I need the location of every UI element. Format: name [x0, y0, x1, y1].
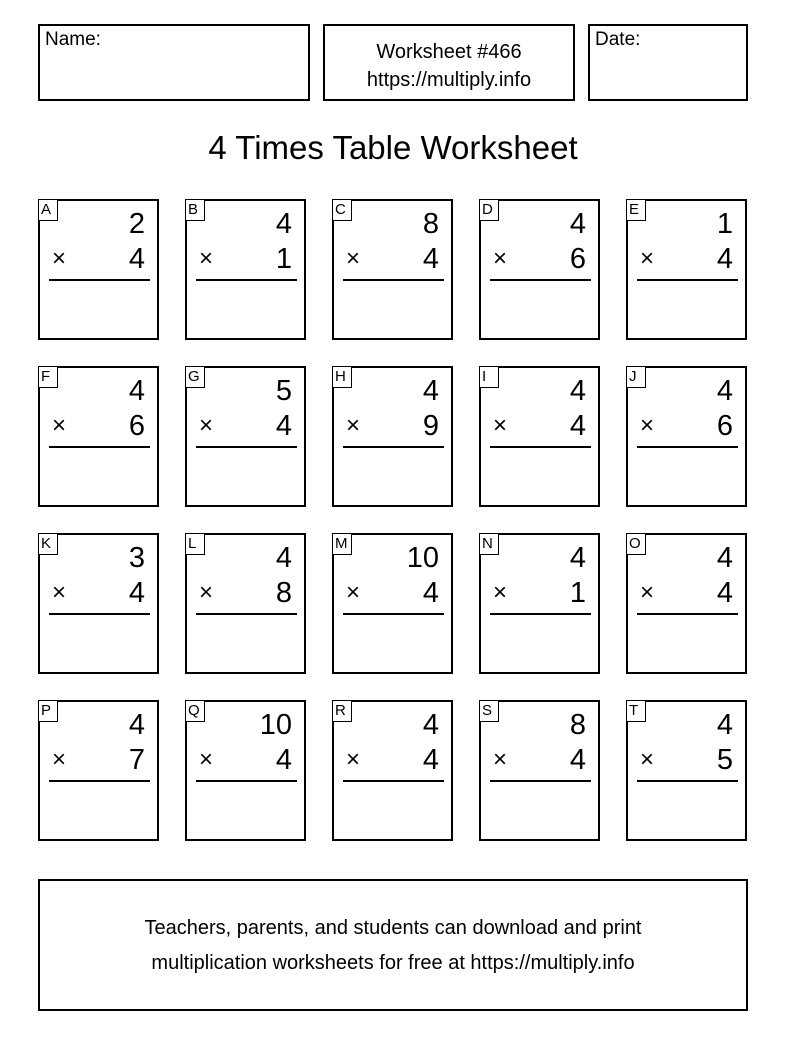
problem-letter: O [626, 533, 646, 555]
problem-letter: D [479, 199, 499, 221]
problem-card-k [38, 533, 159, 674]
problem-card-i [479, 366, 600, 507]
problem-letter: M [332, 533, 352, 555]
multiplicand: 4 [422, 709, 439, 741]
multiplier: 8 [275, 577, 292, 609]
multiplier: 4 [716, 243, 733, 275]
answer-line [490, 613, 591, 615]
answer-line [196, 446, 297, 448]
answer-line [196, 780, 297, 782]
problem-card-n [479, 533, 600, 674]
name-label: Name: [45, 29, 101, 50]
problem-letter: Q [185, 700, 205, 722]
multiplier: 4 [128, 243, 145, 275]
multiplier: 4 [569, 410, 586, 442]
multiplicand: 4 [422, 375, 439, 407]
footer-line-1: Teachers, parents, and students can download and print [144, 917, 642, 939]
problem-letter: F [38, 366, 58, 388]
multiplicand: 2 [128, 208, 145, 240]
multiply-sign-icon: × [640, 746, 655, 773]
multiplicand: 4 [569, 542, 586, 574]
multiply-sign-icon: × [52, 579, 67, 606]
multiplier: 5 [716, 744, 733, 776]
answer-line [490, 780, 591, 782]
problem-card-s [479, 700, 600, 841]
problem-letter: N [479, 533, 499, 555]
multiply-sign-icon: × [493, 579, 508, 606]
multiplier: 6 [716, 410, 733, 442]
multiplicand: 4 [275, 208, 292, 240]
answer-line [343, 446, 444, 448]
answer-line [343, 613, 444, 615]
problem-card-b [185, 199, 306, 340]
problem-letter: S [479, 700, 499, 722]
multiply-sign-icon: × [640, 245, 655, 272]
multiply-sign-icon: × [52, 245, 67, 272]
problem-letter: E [626, 199, 646, 221]
problem-card-c [332, 199, 453, 340]
multiply-sign-icon: × [493, 746, 508, 773]
multiplier: 7 [128, 744, 145, 776]
multiplicand: 4 [128, 709, 145, 741]
problem-card-d [479, 199, 600, 340]
problem-card-f [38, 366, 159, 507]
multiply-sign-icon: × [493, 245, 508, 272]
multiplicand: 4 [716, 542, 733, 574]
multiply-sign-icon: × [493, 412, 508, 439]
multiplier: 6 [569, 243, 586, 275]
multiplicand: 10 [406, 542, 439, 574]
multiplier: 4 [422, 243, 439, 275]
multiply-sign-icon: × [199, 746, 214, 773]
multiplier: 9 [422, 410, 439, 442]
worksheet-number: Worksheet #466 [376, 41, 522, 63]
multiplier: 4 [422, 744, 439, 776]
answer-line [49, 279, 150, 281]
multiplier: 4 [128, 577, 145, 609]
multiplier: 6 [128, 410, 145, 442]
problem-letter: A [38, 199, 58, 221]
problem-card-q [185, 700, 306, 841]
multiplier: 4 [422, 577, 439, 609]
multiply-sign-icon: × [346, 245, 361, 272]
answer-line [637, 446, 738, 448]
problem-card-l [185, 533, 306, 674]
multiply-sign-icon: × [346, 412, 361, 439]
multiply-sign-icon: × [52, 412, 67, 439]
multiply-sign-icon: × [199, 245, 214, 272]
answer-line [49, 613, 150, 615]
answer-line [490, 279, 591, 281]
multiply-sign-icon: × [199, 579, 214, 606]
problem-letter: J [626, 366, 646, 388]
footer-box [38, 879, 748, 1011]
multiplicand: 10 [259, 709, 292, 741]
multiplicand: 8 [422, 208, 439, 240]
problem-card-p [38, 700, 159, 841]
answer-line [196, 613, 297, 615]
problem-letter: L [185, 533, 205, 555]
multiplier: 1 [569, 577, 586, 609]
answer-line [49, 780, 150, 782]
multiply-sign-icon: × [640, 412, 655, 439]
multiplicand: 1 [716, 208, 733, 240]
answer-line [637, 279, 738, 281]
multiply-sign-icon: × [346, 746, 361, 773]
problem-letter: P [38, 700, 58, 722]
multiplier: 4 [275, 744, 292, 776]
multiplicand: 4 [716, 709, 733, 741]
problem-letter: K [38, 533, 58, 555]
worksheet-url: https://multiply.info [366, 69, 532, 91]
multiplicand: 5 [275, 375, 292, 407]
multiply-sign-icon: × [52, 746, 67, 773]
multiplicand: 3 [128, 542, 145, 574]
multiplicand: 8 [569, 709, 586, 741]
problem-card-a [38, 199, 159, 340]
problem-card-t [626, 700, 747, 841]
answer-line [343, 279, 444, 281]
date-label: Date: [595, 29, 641, 50]
problem-card-o [626, 533, 747, 674]
multiplicand: 4 [569, 375, 586, 407]
multiplier: 4 [716, 577, 733, 609]
footer-line-2: multiplication worksheets for free at https://multiply.info [151, 952, 635, 974]
problem-letter: I [479, 366, 499, 388]
multiplier: 1 [275, 243, 292, 275]
problem-card-g [185, 366, 306, 507]
problem-card-r [332, 700, 453, 841]
multiplicand: 4 [716, 375, 733, 407]
multiplicand: 4 [275, 542, 292, 574]
problem-letter: B [185, 199, 205, 221]
page-title: 4 Times Table Worksheet [208, 129, 578, 166]
answer-line [343, 780, 444, 782]
answer-line [637, 780, 738, 782]
answer-line [637, 613, 738, 615]
problem-letter: G [185, 366, 205, 388]
multiply-sign-icon: × [640, 579, 655, 606]
problem-letter: C [332, 199, 352, 221]
answer-line [490, 446, 591, 448]
multiply-sign-icon: × [346, 579, 361, 606]
multiply-sign-icon: × [199, 412, 214, 439]
answer-line [49, 446, 150, 448]
multiplier: 4 [275, 410, 292, 442]
problem-letter: T [626, 700, 646, 722]
multiplicand: 4 [569, 208, 586, 240]
answer-line [196, 279, 297, 281]
problem-card-m [332, 533, 453, 674]
problem-letter: H [332, 366, 352, 388]
multiplicand: 4 [128, 375, 145, 407]
problem-card-h [332, 366, 453, 507]
problem-card-j [626, 366, 747, 507]
multiplier: 4 [569, 744, 586, 776]
problem-letter: R [332, 700, 352, 722]
problem-card-e [626, 199, 747, 340]
